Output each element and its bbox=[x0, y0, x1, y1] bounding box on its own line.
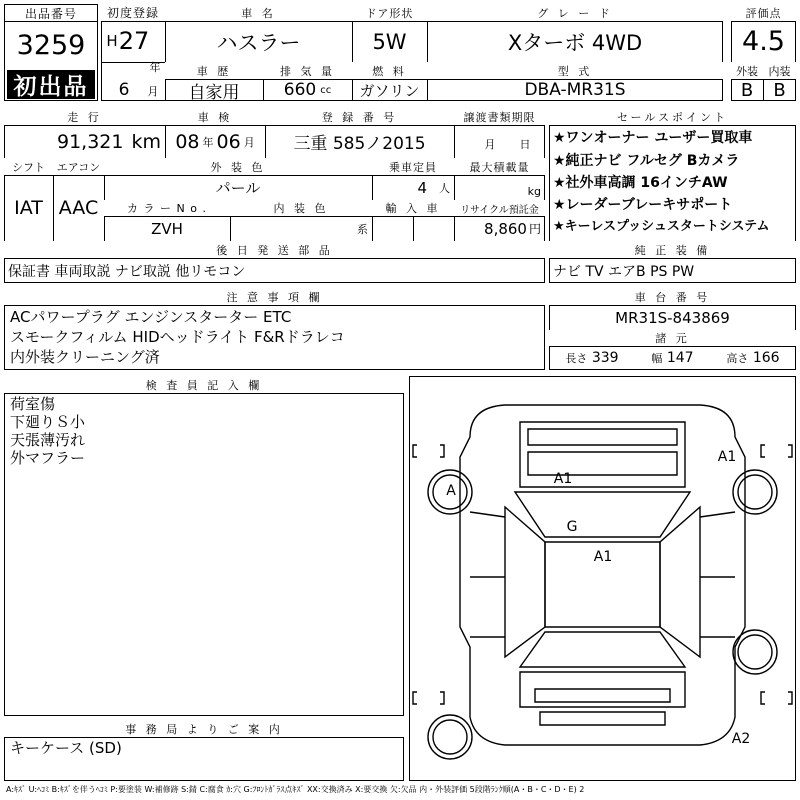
inspect-year: 08 bbox=[175, 130, 200, 153]
reg-month-unit: 月 bbox=[147, 85, 159, 98]
plate: 三重 585ノ2015 bbox=[293, 134, 426, 154]
sales-point-4: ★レーダーブレーキサポート bbox=[553, 197, 733, 213]
mileage-label: 走 行 bbox=[4, 108, 165, 125]
body-color: パール bbox=[215, 179, 261, 197]
intcolor-unit: 系 bbox=[357, 222, 368, 236]
inspection-expiry bbox=[165, 125, 265, 158]
name-label: 車 名 bbox=[165, 4, 352, 21]
shift-label: シフト bbox=[4, 158, 53, 175]
inspector-label: 検 査 員 記 入 欄 bbox=[4, 376, 404, 393]
history-label: 車 歴 bbox=[165, 62, 263, 79]
height bbox=[726, 350, 779, 366]
mark-a1-right-front: A1 bbox=[717, 449, 737, 465]
inspector-line-3: 天張薄汚れ bbox=[10, 431, 86, 449]
score: 4.5 bbox=[742, 26, 785, 57]
fuel: ガソリン bbox=[359, 81, 420, 100]
reg-year-unit: 年 bbox=[149, 61, 161, 74]
office-text: キーケース (SD) bbox=[10, 739, 122, 757]
plate-label: 登 録 番 号 bbox=[265, 108, 454, 125]
grade-label: グ レ ー ド bbox=[427, 4, 723, 21]
chassis-number: MR31S-843869 bbox=[615, 308, 730, 327]
ext-label: 外装 bbox=[731, 62, 763, 79]
equip-label: 純 正 装 備 bbox=[549, 241, 796, 258]
mark-a1-hood: A1 bbox=[553, 471, 573, 487]
transfer-day: 日 bbox=[519, 138, 531, 151]
office-label: 事 務 局 よ り ご 案 内 bbox=[4, 721, 404, 737]
load-unit: kg bbox=[527, 184, 541, 198]
mark-a-left-front-wheel: A bbox=[446, 483, 456, 499]
inspect-month-unit: 月 bbox=[243, 135, 255, 149]
length-label: 長さ bbox=[565, 352, 588, 365]
sales-point-3: ★社外車高調 16インチAW bbox=[553, 175, 728, 191]
transfer-label: 譲渡書類期限 bbox=[454, 108, 545, 125]
transfer-month: 月 bbox=[484, 138, 496, 151]
history: 自家用 bbox=[188, 82, 240, 101]
mileage-value: 91,321 bbox=[57, 130, 124, 153]
int-score: B bbox=[773, 79, 786, 101]
lot-box bbox=[4, 4, 98, 101]
length-value: 339 bbox=[591, 350, 619, 366]
import-label: 輸 入 車 bbox=[372, 200, 454, 216]
disp-unit: cc bbox=[320, 84, 332, 96]
note-line-1: ACパワープラグ エンジンスターター ETC bbox=[10, 308, 292, 326]
width bbox=[651, 350, 693, 366]
mileage-unit: km bbox=[131, 130, 161, 153]
recycle-value: 8,860 bbox=[484, 219, 527, 238]
ac-label: エアコン bbox=[53, 158, 104, 175]
door-type: 5W bbox=[372, 29, 407, 54]
recycle-label: リサイクル預託金 bbox=[454, 200, 545, 216]
height-label: 高さ bbox=[726, 352, 749, 365]
width-label: 幅 bbox=[651, 352, 663, 365]
intcolor-label: 内 装 色 bbox=[230, 200, 372, 216]
dims-label: 諸 元 bbox=[549, 330, 796, 346]
dimensions bbox=[549, 346, 796, 370]
disp-value: 660 bbox=[283, 80, 317, 100]
car-outline-diagram bbox=[410, 377, 795, 780]
sales-label: セールスポイント bbox=[549, 108, 796, 125]
ext-score: B bbox=[740, 79, 754, 101]
color-label: 外 装 色 bbox=[104, 158, 372, 175]
color-number: ZVH bbox=[151, 219, 183, 238]
width-value: 147 bbox=[666, 350, 694, 366]
parts: 保証書 車両取説 ナビ取説 他リモコン bbox=[8, 263, 246, 280]
capacity-label: 乗車定員 bbox=[372, 158, 454, 175]
disp-label: 排 気 量 bbox=[263, 62, 352, 79]
inspector-line-4: 外マフラー bbox=[10, 449, 86, 467]
capacity-value: 4 bbox=[417, 178, 427, 197]
air-conditioner: AAC bbox=[58, 197, 99, 219]
door-label: ドア形状 bbox=[352, 4, 427, 21]
inspector-line-1: 荷室傷 bbox=[10, 395, 56, 413]
reg-era: H bbox=[106, 32, 118, 50]
mark-g-windshield: G bbox=[566, 519, 578, 535]
recycle-fee bbox=[454, 216, 545, 241]
reg-year: 27 bbox=[118, 27, 150, 55]
height-value: 166 bbox=[752, 350, 780, 366]
note-line-3: 内外装クリーニング済 bbox=[10, 348, 160, 366]
sales-point-2: ★純正ナビ フルセグ Bカメラ bbox=[553, 153, 740, 169]
mark-a1-roof: A1 bbox=[593, 549, 613, 565]
parts-label: 後 日 発 送 部 品 bbox=[4, 241, 545, 258]
notes-label: 注 意 事 項 欄 bbox=[4, 288, 545, 305]
sales-point-5: ★キーレスプッシュスタートシステム bbox=[553, 219, 770, 234]
sales-point-1: ★ワンオーナー ユーザー買取車 bbox=[553, 130, 753, 146]
recycle-unit: 円 bbox=[528, 222, 541, 236]
fuel-label: 燃 料 bbox=[352, 62, 427, 79]
lot-no-label: 出品番号 bbox=[5, 5, 97, 22]
inspector-line-2: 下廻りＳ小 bbox=[10, 413, 86, 431]
inspect-month: 06 bbox=[216, 130, 241, 153]
length bbox=[565, 350, 618, 366]
reg-label: 初度登録 bbox=[101, 4, 165, 21]
mileage bbox=[4, 125, 165, 158]
shift: IAT bbox=[14, 197, 43, 219]
model-label: 型 式 bbox=[427, 62, 723, 79]
reg-month: 6 bbox=[118, 80, 130, 100]
note-line-2: スモークフィルム HIDヘッドライト F&Rドラレコ bbox=[10, 328, 345, 346]
inspect-year-unit: 年 bbox=[202, 135, 214, 149]
car-diagram bbox=[409, 376, 796, 781]
inspect-label: 車 検 bbox=[165, 108, 265, 125]
load-label: 最大積載量 bbox=[454, 158, 545, 175]
capacity bbox=[372, 175, 454, 200]
footer-legend: A:ｷｽﾞ U:ﾍｺﾐ B:ｷｽﾞを伴うﾍｺﾐ P:要塗装 W:補修跡 S:錆 C:腐食 ｶ:穴 G:ﾌﾛﾝﾄｶﾞﾗｽ点ｷｽﾞ XX:交換済み X:要交換 欠:欠品 内・外装評価 5段階ﾗﾝｸ順(A・B・C・D・E) 2 bbox=[6, 785, 585, 794]
grade: Xターボ 4WD bbox=[507, 30, 643, 55]
chassis-label: 車 台 番 号 bbox=[549, 288, 796, 305]
capacity-unit: 人 bbox=[439, 181, 450, 195]
equipment: ナビ TV エアB PS PW bbox=[553, 263, 695, 280]
int-label: 内装 bbox=[763, 62, 796, 79]
mark-a2-rear: A2 bbox=[731, 731, 751, 747]
colorno-label: カ ラ ー N o . bbox=[104, 200, 230, 216]
score-label: 評価点 bbox=[731, 4, 796, 21]
lot-no: 3259 bbox=[16, 29, 86, 61]
first-listing-badge: 初出品 bbox=[7, 70, 95, 99]
model-code: DBA-MR31S bbox=[524, 80, 626, 100]
displacement bbox=[263, 79, 352, 101]
car-name: ハスラー bbox=[216, 30, 301, 55]
